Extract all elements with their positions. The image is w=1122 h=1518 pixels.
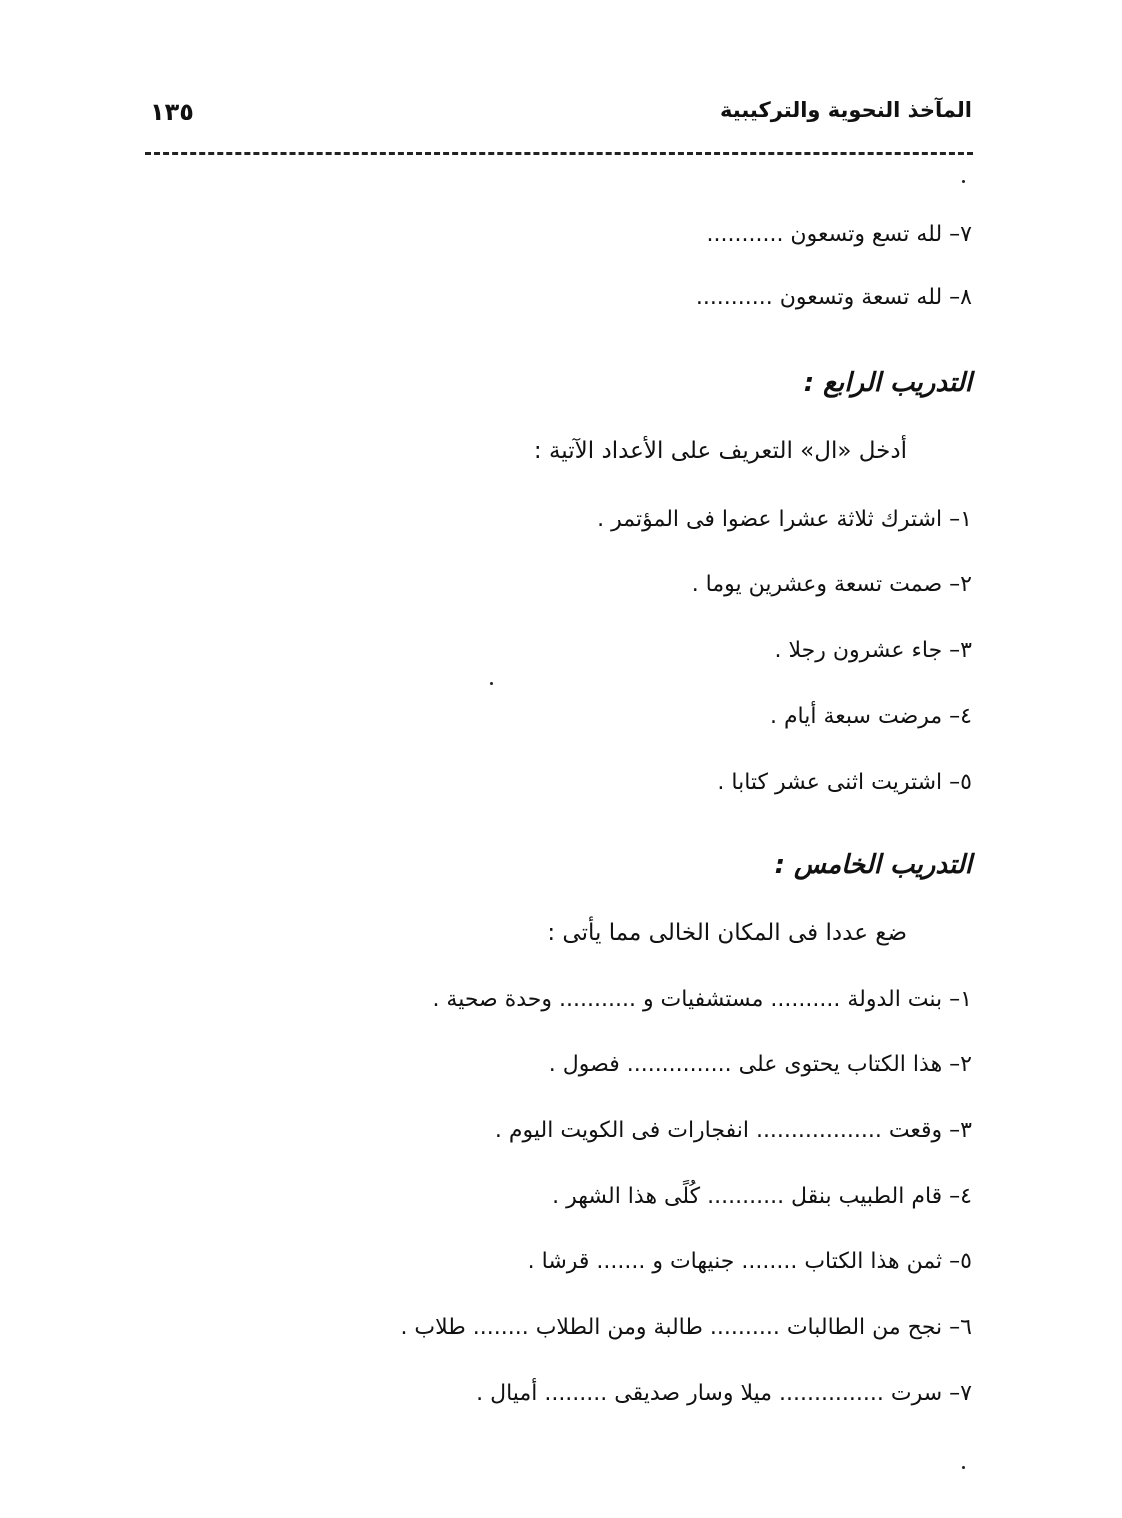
exercise5-item-6: ٦– نجح من الطالبات .......... طالبة ومن الطلاب ........ طلاب . bbox=[400, 1315, 972, 1340]
exercise5-heading: التدريب الخامس : bbox=[774, 850, 972, 880]
exercise5-item-2: ٢– هذا الكتاب يحتوى على ............... فصول . bbox=[548, 1052, 972, 1077]
exercise5-item-1: ١– بنت الدولة .......... مستشفيات و ........... وحدة صحية . bbox=[432, 987, 972, 1012]
exercise4-item-3: ٣– جاء عشرون رجلا . bbox=[774, 638, 972, 663]
scan-speck bbox=[490, 682, 493, 685]
header-rule bbox=[145, 152, 973, 155]
exercise5-instruction: ضع عددا فى المكان الخالى مما يأتى : bbox=[547, 920, 907, 946]
running-header-title: المآخذ النحوية والتركيبية bbox=[720, 98, 972, 122]
page-number: ١٣٥ bbox=[150, 98, 194, 126]
scan-speck bbox=[962, 180, 965, 183]
exercise5-item-3: ٣– وقعت .................. انفجارات فى الكويت اليوم . bbox=[494, 1118, 972, 1143]
exercise5-item-5: ٥– ثمن هذا الكتاب ........ جنيهات و ....... قرشا . bbox=[527, 1249, 972, 1274]
exercise4-instruction: أدخل «ال» التعريف على الأعداد الآتية : bbox=[533, 438, 907, 464]
exercise5-item-7: ٧– سرت ............... ميلا وسار صديقى ......... أميال . bbox=[476, 1381, 972, 1406]
exercise4-item-5: ٥– اشتريت اثنى عشر كتابا . bbox=[717, 770, 972, 795]
top-item-7: ٧– لله تسع وتسعون ........... bbox=[706, 222, 972, 247]
scan-speck bbox=[962, 1466, 965, 1469]
exercise4-item-1: ١– اشترك ثلاثة عشرا عضوا فى المؤتمر . bbox=[597, 507, 972, 532]
top-item-8: ٨– لله تسعة وتسعون ........... bbox=[695, 285, 972, 310]
exercise4-heading: التدريب الرابع : bbox=[803, 368, 972, 398]
exercise5-item-4: ٤– قام الطبيب بنقل ........... كُلًى هذا الشهر . bbox=[552, 1184, 972, 1209]
exercise4-item-4: ٤– مرضت سبعة أيام . bbox=[769, 704, 972, 729]
exercise4-item-2: ٢– صمت تسعة وعشرين يوما . bbox=[691, 572, 972, 597]
